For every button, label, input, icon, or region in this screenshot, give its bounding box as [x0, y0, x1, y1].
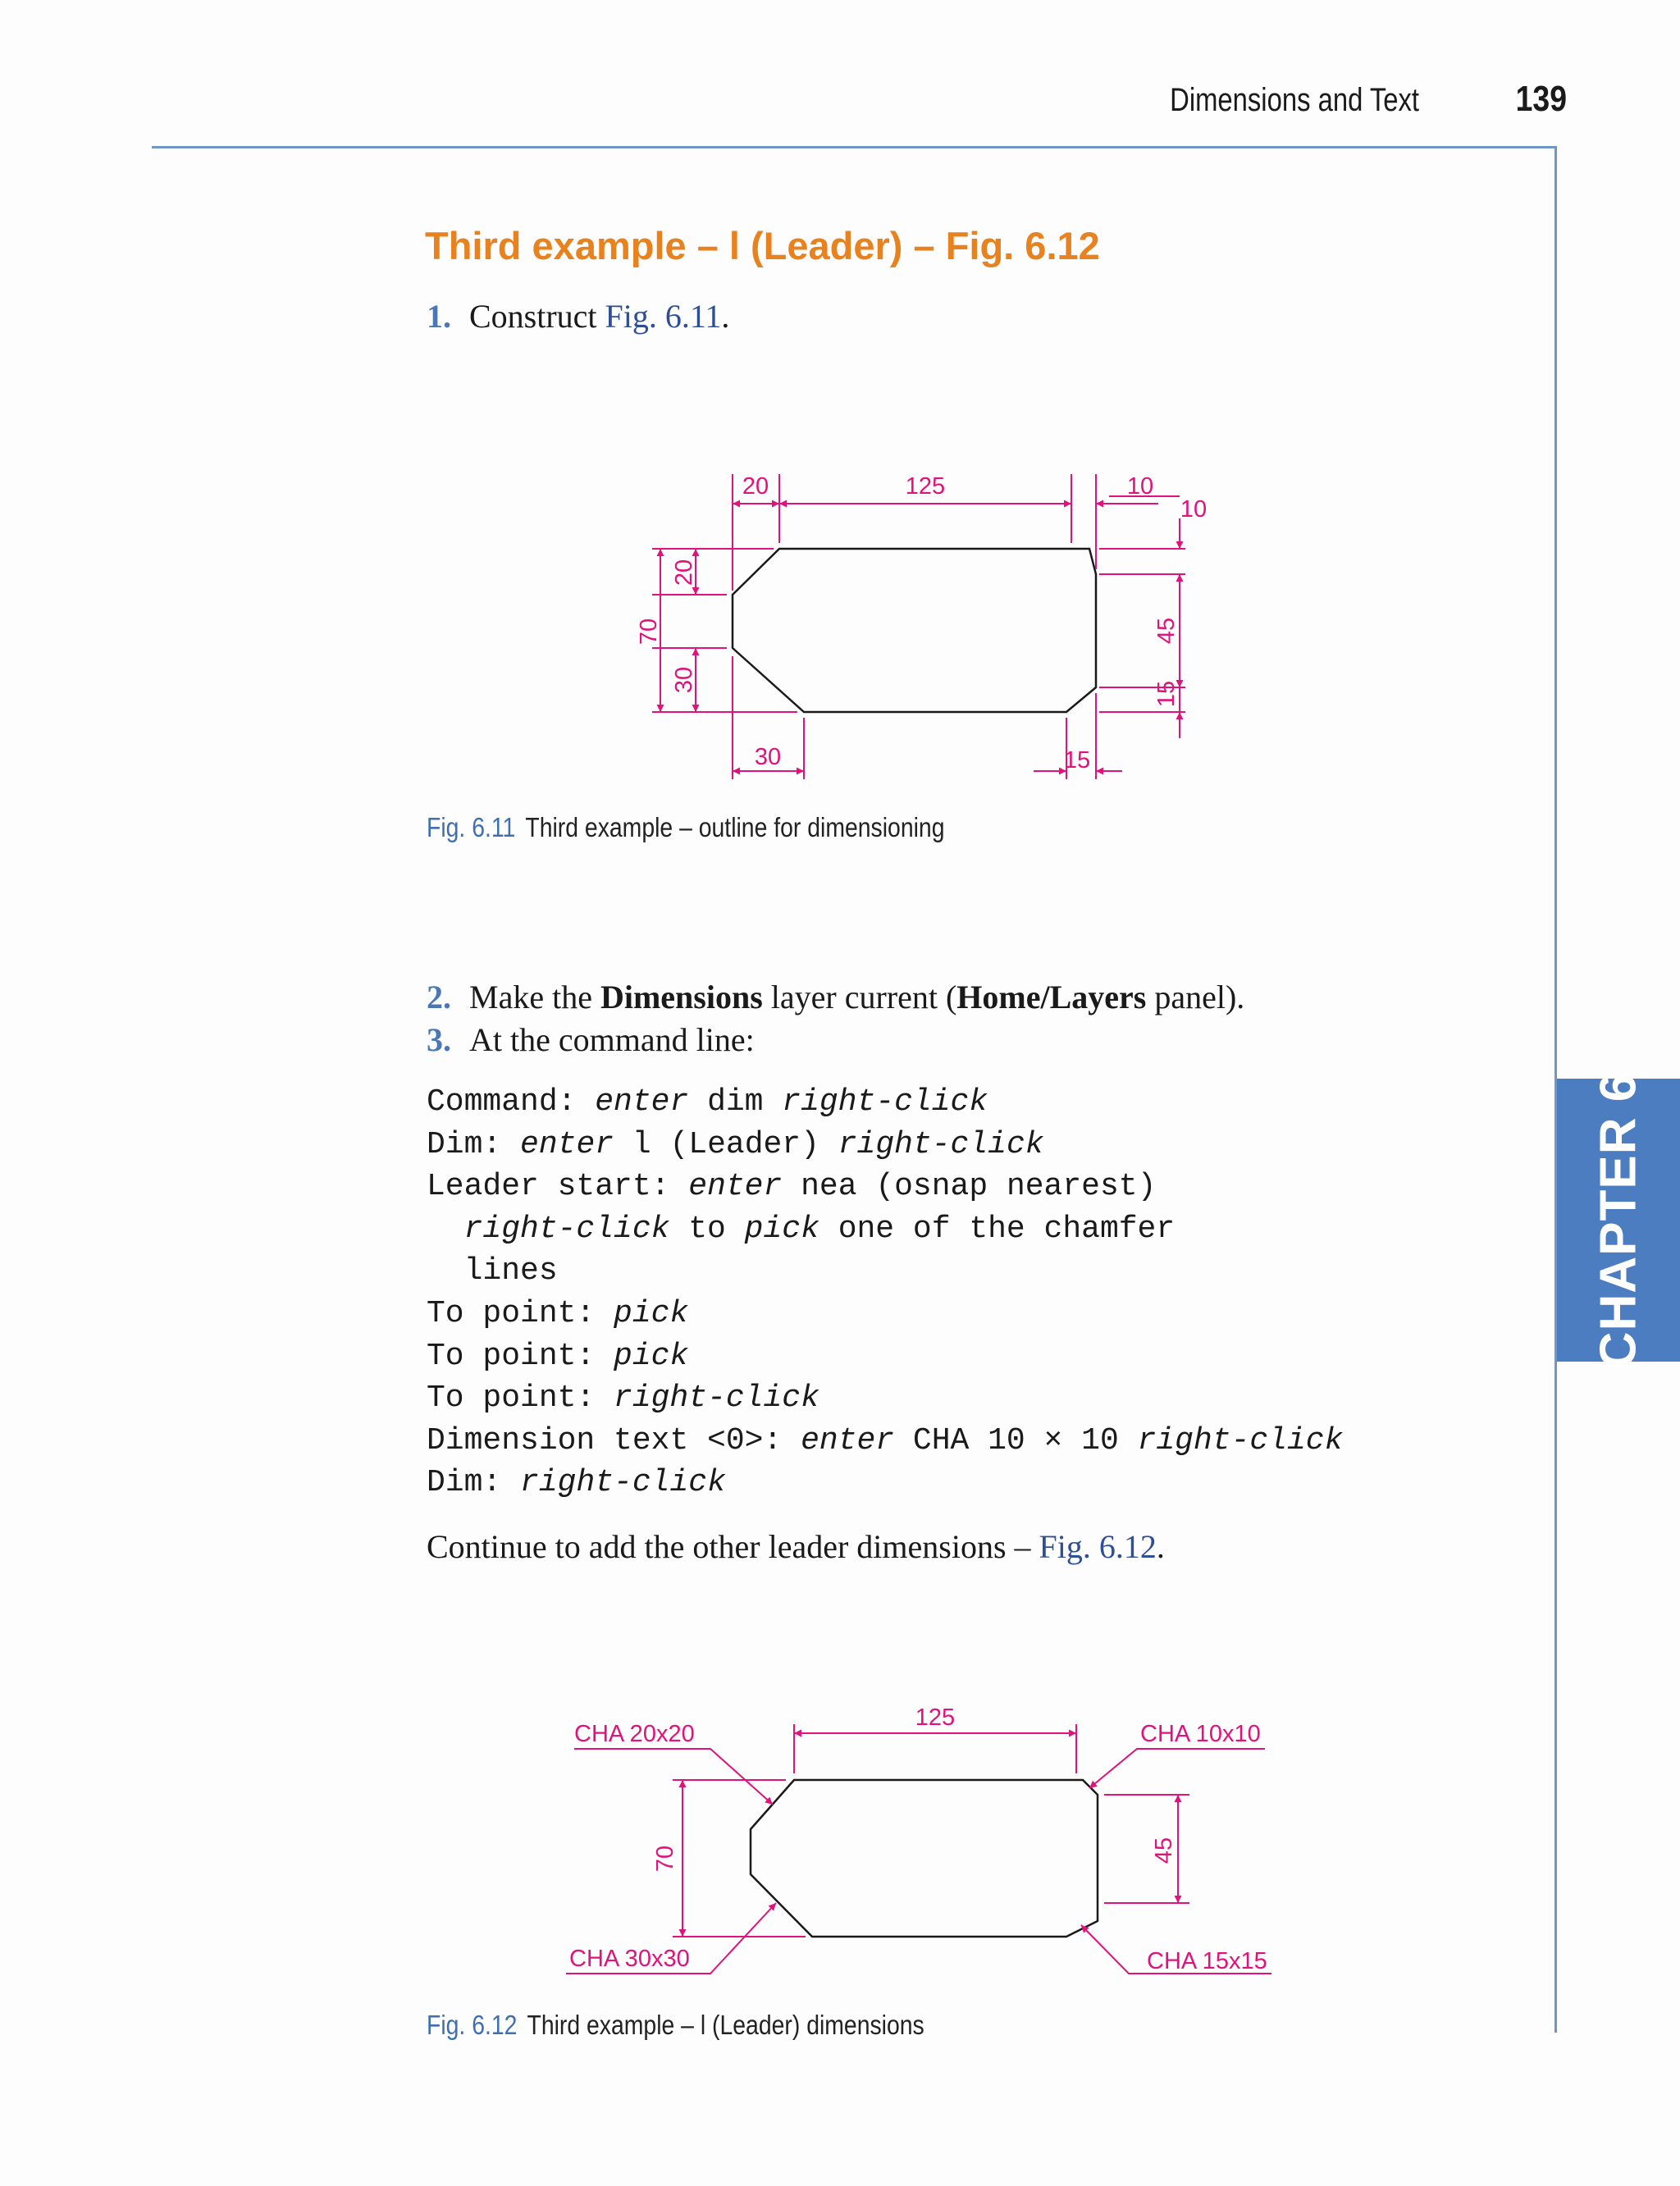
dim-top-mid: 125: [905, 473, 946, 500]
command-line: [427, 1124, 1343, 1166]
user-action: right-click: [782, 1084, 988, 1120]
user-action: right-click: [614, 1381, 819, 1417]
command-line: [427, 1250, 1343, 1293]
prompt-text: Leader start:: [427, 1169, 689, 1205]
dim-right-lower: 15: [1153, 680, 1180, 708]
prompt-text: dim: [688, 1084, 783, 1120]
leader-label-bottom-left: CHA 30x30: [569, 1946, 690, 1972]
command-line-listing: [427, 1081, 1343, 1504]
prompt-text: Dimension text <0>:: [427, 1422, 801, 1458]
dim-left-upper: 20: [671, 559, 697, 586]
dim-top: 125: [915, 1705, 956, 1731]
prompt-text: to: [669, 1211, 745, 1247]
user-action: enter: [688, 1169, 783, 1205]
page-number: 139: [1515, 79, 1567, 119]
leader-label-top-right: CHA 10x10: [1140, 1721, 1261, 1747]
caption-label: Fig. 6.12: [427, 2010, 518, 2040]
figure-6-12: [558, 1690, 1296, 1993]
prompt-text: Dim:: [427, 1126, 521, 1162]
command-line: [427, 1377, 1343, 1420]
user-action: pick: [744, 1211, 819, 1247]
prompt-text: one of the chamfer: [819, 1211, 1176, 1247]
command-line: [427, 1293, 1343, 1335]
step-text: Construct: [469, 298, 605, 335]
dim-right-top: 10: [1180, 496, 1208, 523]
figure-6-11: [623, 463, 1214, 792]
dim-bottom-right: 15: [1063, 747, 1091, 774]
prompt-text: lines: [427, 1253, 558, 1289]
dim-left-lower: 30: [671, 666, 697, 694]
caption-label: Fig. 6.11: [427, 812, 516, 842]
user-action: right-click: [463, 1211, 670, 1247]
outline-shape: [751, 1780, 1098, 1937]
continue-text: Continue to add the other leader dimensions – Fig. 6.12.: [427, 1528, 1165, 1565]
step-2: 2. Make the Dimensions layer current (Home/Layers panel).: [427, 979, 1245, 1015]
caption-text: Third example – outline for dimensioning: [525, 812, 945, 842]
command-line: [427, 1166, 1343, 1208]
figure-link[interactable]: Fig. 6.12: [1039, 1528, 1157, 1565]
dim-left-outer: 70: [636, 618, 662, 646]
step-1: 1. Construct Fig. 6.11.: [427, 298, 730, 335]
dim-left: 70: [652, 1845, 678, 1873]
prompt-text: nea (osnap nearest): [782, 1169, 1157, 1205]
prompt-text: To point:: [427, 1338, 614, 1374]
dim-top-left: 20: [742, 473, 769, 500]
user-action: right-click: [520, 1465, 726, 1501]
dim-top-right: 10: [1126, 473, 1154, 500]
chapter-tab: [1557, 1072, 1680, 1368]
caption-text: Third example – l (Leader) dimensions: [527, 2010, 924, 2040]
outline-shape: [733, 549, 1096, 712]
figure-link[interactable]: Fig. 6.11: [605, 298, 722, 335]
command-line: [427, 1335, 1343, 1378]
prompt-text: l (Leader): [614, 1126, 838, 1162]
user-action: pick: [614, 1295, 689, 1331]
command-line: [427, 1081, 1343, 1124]
prompt-text: [427, 1212, 464, 1247]
command-line: [427, 1420, 1343, 1463]
command-line: [427, 1462, 1343, 1504]
step-3: 3. At the command line:: [427, 1021, 755, 1058]
user-action: enter: [520, 1126, 614, 1162]
running-title: Dimensions and Text: [1170, 82, 1419, 118]
prompt-text: Dim:: [427, 1465, 521, 1501]
command-line: [427, 1208, 1343, 1251]
section-title: Third example – l (Leader) – Fig. 6.12: [425, 224, 1100, 267]
dim-bottom-left: 30: [754, 744, 782, 770]
prompt-text: To point:: [427, 1295, 614, 1331]
leader-label-bottom-right: CHA 15x15: [1147, 1948, 1267, 1974]
prompt-text: CHA 10 × 10: [894, 1422, 1138, 1458]
leader-label-top-left: CHA 20x20: [574, 1721, 695, 1747]
user-action: right-click: [1137, 1422, 1344, 1458]
prompt-text: To point:: [427, 1381, 614, 1417]
figure-caption: [427, 812, 944, 843]
step-number: 1.: [427, 298, 451, 335]
prompt-text: Command:: [427, 1084, 596, 1120]
figure-caption: [427, 2010, 924, 2041]
user-action: pick: [614, 1338, 689, 1374]
user-action: right-click: [838, 1126, 1044, 1162]
user-action: enter: [801, 1422, 895, 1458]
user-action: enter: [595, 1084, 689, 1120]
chapter-label: CHAPTER 6: [1590, 1072, 1647, 1368]
header-rule: [152, 146, 1556, 148]
dim-right: 45: [1151, 1837, 1177, 1864]
dim-right-mid: 45: [1153, 617, 1180, 645]
